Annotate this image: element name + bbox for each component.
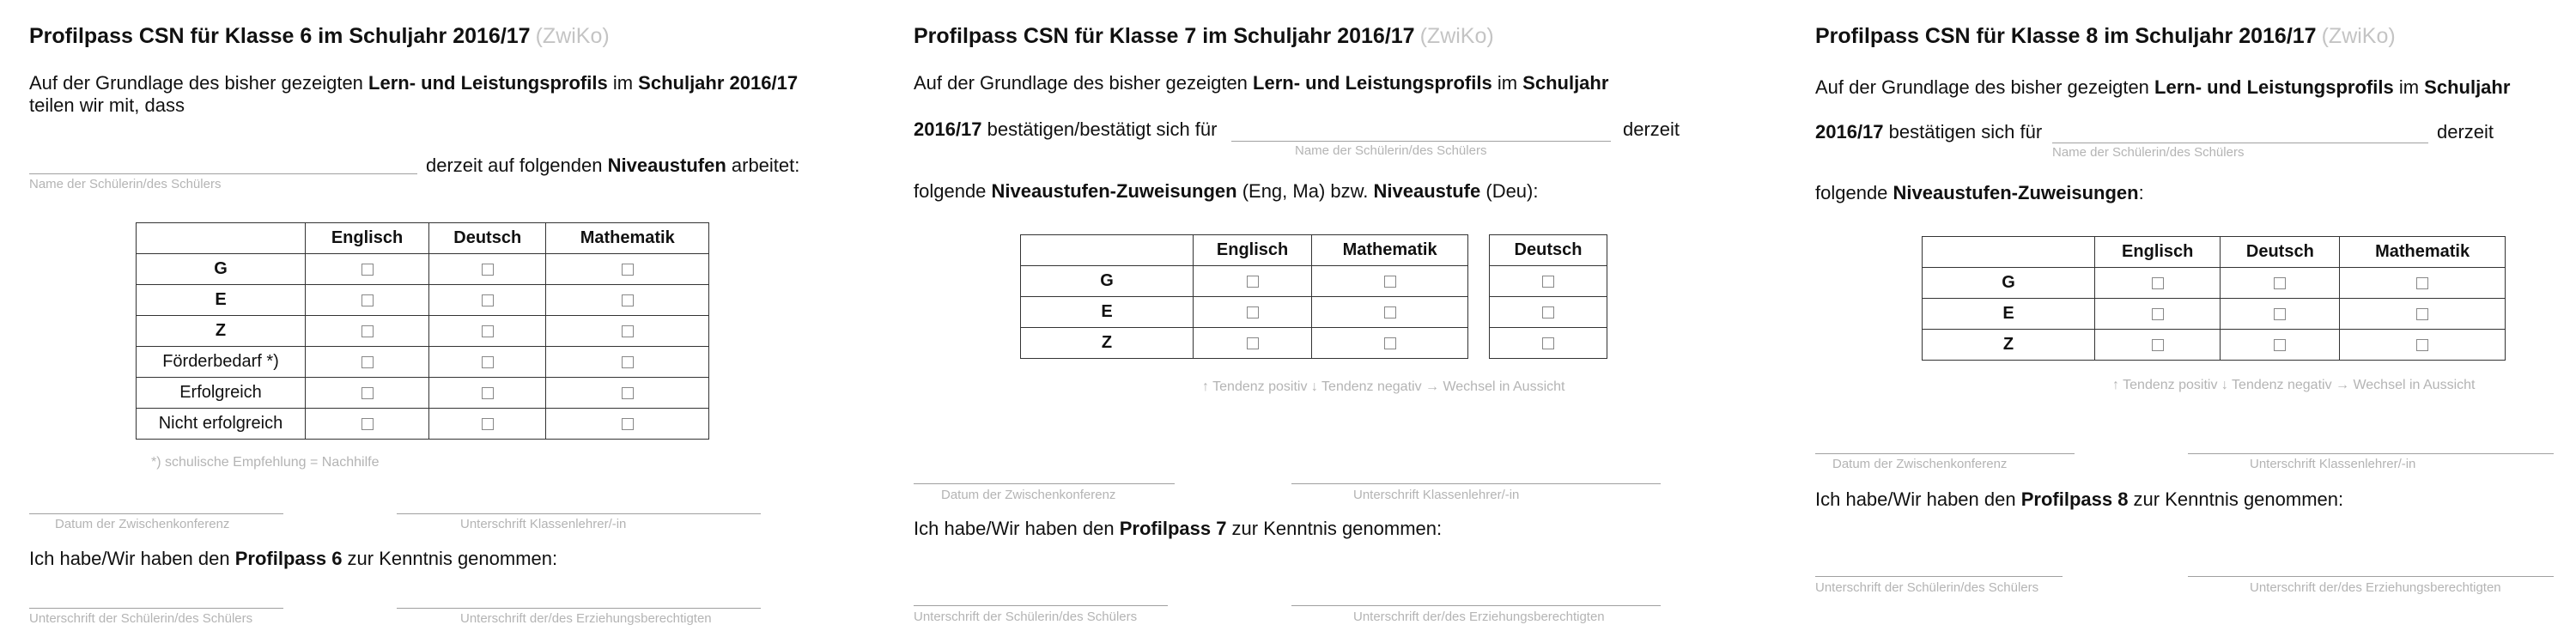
checkbox[interactable] — [622, 325, 634, 337]
table-row — [137, 347, 709, 378]
checkbox[interactable] — [1542, 337, 1554, 349]
intro-text-2: 2016/17 bestätigen sich für — [1815, 121, 2043, 143]
row-label: Erfolgreich — [137, 378, 306, 409]
row-label: E — [1021, 297, 1194, 328]
table-row — [137, 378, 709, 409]
checkbox[interactable] — [2416, 308, 2428, 320]
student-signature-field[interactable] — [1815, 576, 2063, 577]
date-caption: Datum der Zwischenkonferenz — [1832, 457, 2008, 471]
profilpass-klasse-8 — [1815, 0, 2576, 637]
header-deutsch: Deutsch — [2221, 237, 2340, 268]
checkbox[interactable] — [1542, 306, 1554, 318]
checkbox[interactable] — [482, 325, 494, 337]
tendenz-legend: ↑ Tendenz positiv ↓ Tendenz negativ → Wechsel in Aussicht — [2112, 378, 2476, 392]
checkbox[interactable] — [1247, 306, 1259, 318]
checkbox[interactable] — [1542, 276, 1554, 288]
checkbox[interactable] — [2416, 339, 2428, 351]
footnote: *) schulische Empfehlung = Nachhilfe — [151, 455, 380, 470]
row-label: Nicht erfolgreich — [137, 409, 306, 440]
checkbox[interactable] — [622, 418, 634, 430]
niveau-table — [136, 222, 709, 440]
checkbox[interactable] — [622, 387, 634, 399]
checkbox[interactable] — [482, 264, 494, 276]
row-label: G — [1923, 268, 2095, 299]
header-englisch: Englisch — [306, 223, 429, 254]
table-row — [1923, 268, 2506, 299]
student-name-caption: Name der Schülerin/des Schülers — [1295, 143, 1487, 158]
parent-signature-field[interactable] — [2188, 576, 2554, 577]
page-title: Profilpass CSN für Klasse 6 im Schuljahr 2016/17 (ZwiKo) — [29, 24, 610, 48]
row-label: Förderbedarf *) — [137, 347, 306, 378]
student-signature-field[interactable] — [29, 608, 283, 609]
niveau-table — [1020, 234, 1468, 359]
parent-signature-caption: Unterschrift der/des Erziehungsberechtigten — [2250, 580, 2501, 595]
niveau-text: folgende Niveaustufen-Zuweisungen (Eng, Ma) bzw. Niveaustufe (Deu): — [914, 180, 1539, 202]
header-deutsch: Deutsch — [1490, 235, 1607, 266]
profilpass-klasse-6 — [29, 0, 871, 637]
header-deutsch: Deutsch — [429, 223, 546, 254]
checkbox[interactable] — [361, 294, 374, 306]
row-label: E — [1923, 299, 2095, 330]
intro-text: Auf der Grundlage des bisher gezeigten Lern- und Leistungsprofils im Schuljahr — [1815, 76, 2511, 98]
checkbox[interactable] — [2274, 339, 2286, 351]
subtitle: (ZwiKo) — [1419, 24, 1494, 48]
checkbox[interactable] — [361, 325, 374, 337]
subtitle: (ZwiKo) — [2321, 24, 2396, 48]
teacher-signature-caption: Unterschrift Klassenlehrer/-in — [1353, 488, 1520, 502]
student-name-field[interactable] — [29, 173, 417, 174]
teacher-signature-field[interactable] — [2188, 453, 2554, 454]
checkbox[interactable] — [1247, 337, 1259, 349]
date-field[interactable] — [29, 513, 283, 514]
niveau-text: folgende Niveaustufen-Zuweisungen: — [1815, 182, 2144, 203]
student-name-caption: Name der Schülerin/des Schülers — [29, 177, 222, 191]
date-field[interactable] — [1815, 453, 2075, 454]
checkbox[interactable] — [361, 418, 374, 430]
checkbox[interactable] — [482, 418, 494, 430]
table-row — [1021, 328, 1468, 359]
checkbox[interactable] — [1247, 276, 1259, 288]
checkbox[interactable] — [1384, 276, 1396, 288]
table-row — [1490, 297, 1607, 328]
checkbox[interactable] — [2152, 308, 2164, 320]
row-label: E — [137, 285, 306, 316]
teacher-signature-caption: Unterschrift Klassenlehrer/-in — [460, 517, 627, 531]
student-signature-caption: Unterschrift der Schülerin/des Schülers — [914, 610, 1138, 624]
checkbox[interactable] — [482, 387, 494, 399]
checkbox[interactable] — [2152, 339, 2164, 351]
header-mathematik: Mathematik — [1312, 235, 1468, 266]
niveau-table — [1922, 236, 2506, 361]
checkbox[interactable] — [2274, 308, 2286, 320]
student-name-field[interactable] — [1231, 141, 1611, 142]
teacher-signature-field[interactable] — [397, 513, 761, 514]
date-caption: Datum der Zwischenkonferenz — [55, 517, 230, 531]
table-row — [1923, 299, 2506, 330]
checkbox[interactable] — [622, 294, 634, 306]
intro-text: Auf der Grundlage des bisher gezeigten Lern- und Leistungsprofils im Schuljahr — [914, 72, 1609, 94]
intro-text-2: 2016/17 bestätigen/bestätigt sich für — [914, 118, 1218, 140]
table-row — [137, 285, 709, 316]
table-row — [1021, 266, 1468, 297]
derzeit-text: derzeit — [2437, 121, 2494, 143]
row-label: Z — [1923, 330, 2095, 361]
checkbox[interactable] — [482, 294, 494, 306]
page-title: Profilpass CSN für Klasse 7 im Schuljahr 2016/17 (ZwiKo) — [914, 24, 1494, 48]
row-label: Z — [137, 316, 306, 347]
derzeit-text: derzeit — [1623, 118, 1680, 140]
table-row — [137, 316, 709, 347]
student-signature-caption: Unterschrift der Schülerin/des Schülers — [1815, 580, 2039, 595]
header-mathematik: Mathematik — [2340, 237, 2506, 268]
table-row — [1923, 330, 2506, 361]
header-mathematik: Mathematik — [546, 223, 709, 254]
table-row — [137, 254, 709, 285]
parent-signature-field[interactable] — [397, 608, 761, 609]
header-empty — [1021, 235, 1194, 266]
intro-text-2: teilen wir mit, dass — [29, 94, 185, 116]
row-label: G — [1021, 266, 1194, 297]
checkbox[interactable] — [361, 356, 374, 368]
tendenz-legend: ↑ Tendenz positiv ↓ Tendenz negativ → Wechsel in Aussicht — [1202, 379, 1565, 394]
checkbox[interactable] — [622, 264, 634, 276]
student-name-caption: Name der Schülerin/des Schülers — [2052, 145, 2245, 160]
checkbox[interactable] — [2416, 277, 2428, 289]
header-englisch: Englisch — [1194, 235, 1312, 266]
header-empty — [137, 223, 306, 254]
acknowledgement-text: Ich habe/Wir haben den Profilpass 7 zur Kenntnis genommen: — [914, 518, 1443, 539]
checkbox[interactable] — [2274, 277, 2286, 289]
row-label: G — [137, 254, 306, 285]
niveau-text: derzeit auf folgenden Niveaustufen arbeitet: — [426, 155, 800, 176]
teacher-signature-field[interactable] — [1291, 483, 1661, 484]
checkbox[interactable] — [1384, 337, 1396, 349]
deutsch-table — [1489, 234, 1607, 359]
parent-signature-caption: Unterschrift der/des Erziehungsberechtigten — [1353, 610, 1605, 624]
student-signature-caption: Unterschrift der Schülerin/des Schülers — [29, 611, 253, 626]
parent-signature-caption: Unterschrift der/des Erziehungsberechtigten — [460, 611, 712, 626]
table-row — [1490, 328, 1607, 359]
table-row — [1490, 266, 1607, 297]
checkbox[interactable] — [361, 387, 374, 399]
checkbox[interactable] — [1384, 306, 1396, 318]
row-label: Z — [1021, 328, 1194, 359]
teacher-signature-caption: Unterschrift Klassenlehrer/-in — [2250, 457, 2416, 471]
subtitle: (ZwiKo) — [535, 24, 610, 48]
table-row — [137, 409, 709, 440]
checkbox[interactable] — [361, 264, 374, 276]
checkbox[interactable] — [622, 356, 634, 368]
checkbox[interactable] — [482, 356, 494, 368]
parent-signature-field[interactable] — [1291, 605, 1661, 606]
acknowledgement-text: Ich habe/Wir haben den Profilpass 6 zur Kenntnis genommen: — [29, 548, 558, 569]
page-title: Profilpass CSN für Klasse 8 im Schuljahr 2016/17 (ZwiKo) — [1815, 24, 2396, 48]
date-caption: Datum der Zwischenkonferenz — [941, 488, 1116, 502]
acknowledgement-text: Ich habe/Wir haben den Profilpass 8 zur Kenntnis genommen: — [1815, 488, 2344, 510]
header-englisch: Englisch — [2095, 237, 2221, 268]
header-empty — [1923, 237, 2095, 268]
intro-text: Auf der Grundlage des bisher gezeigten Lern- und Leistungsprofils im Schuljahr 2016/17 — [29, 72, 799, 94]
table-row — [1021, 297, 1468, 328]
checkbox[interactable] — [2152, 277, 2164, 289]
date-field[interactable] — [914, 483, 1175, 484]
student-signature-field[interactable] — [914, 605, 1168, 606]
profilpass-klasse-7 — [914, 0, 1755, 637]
